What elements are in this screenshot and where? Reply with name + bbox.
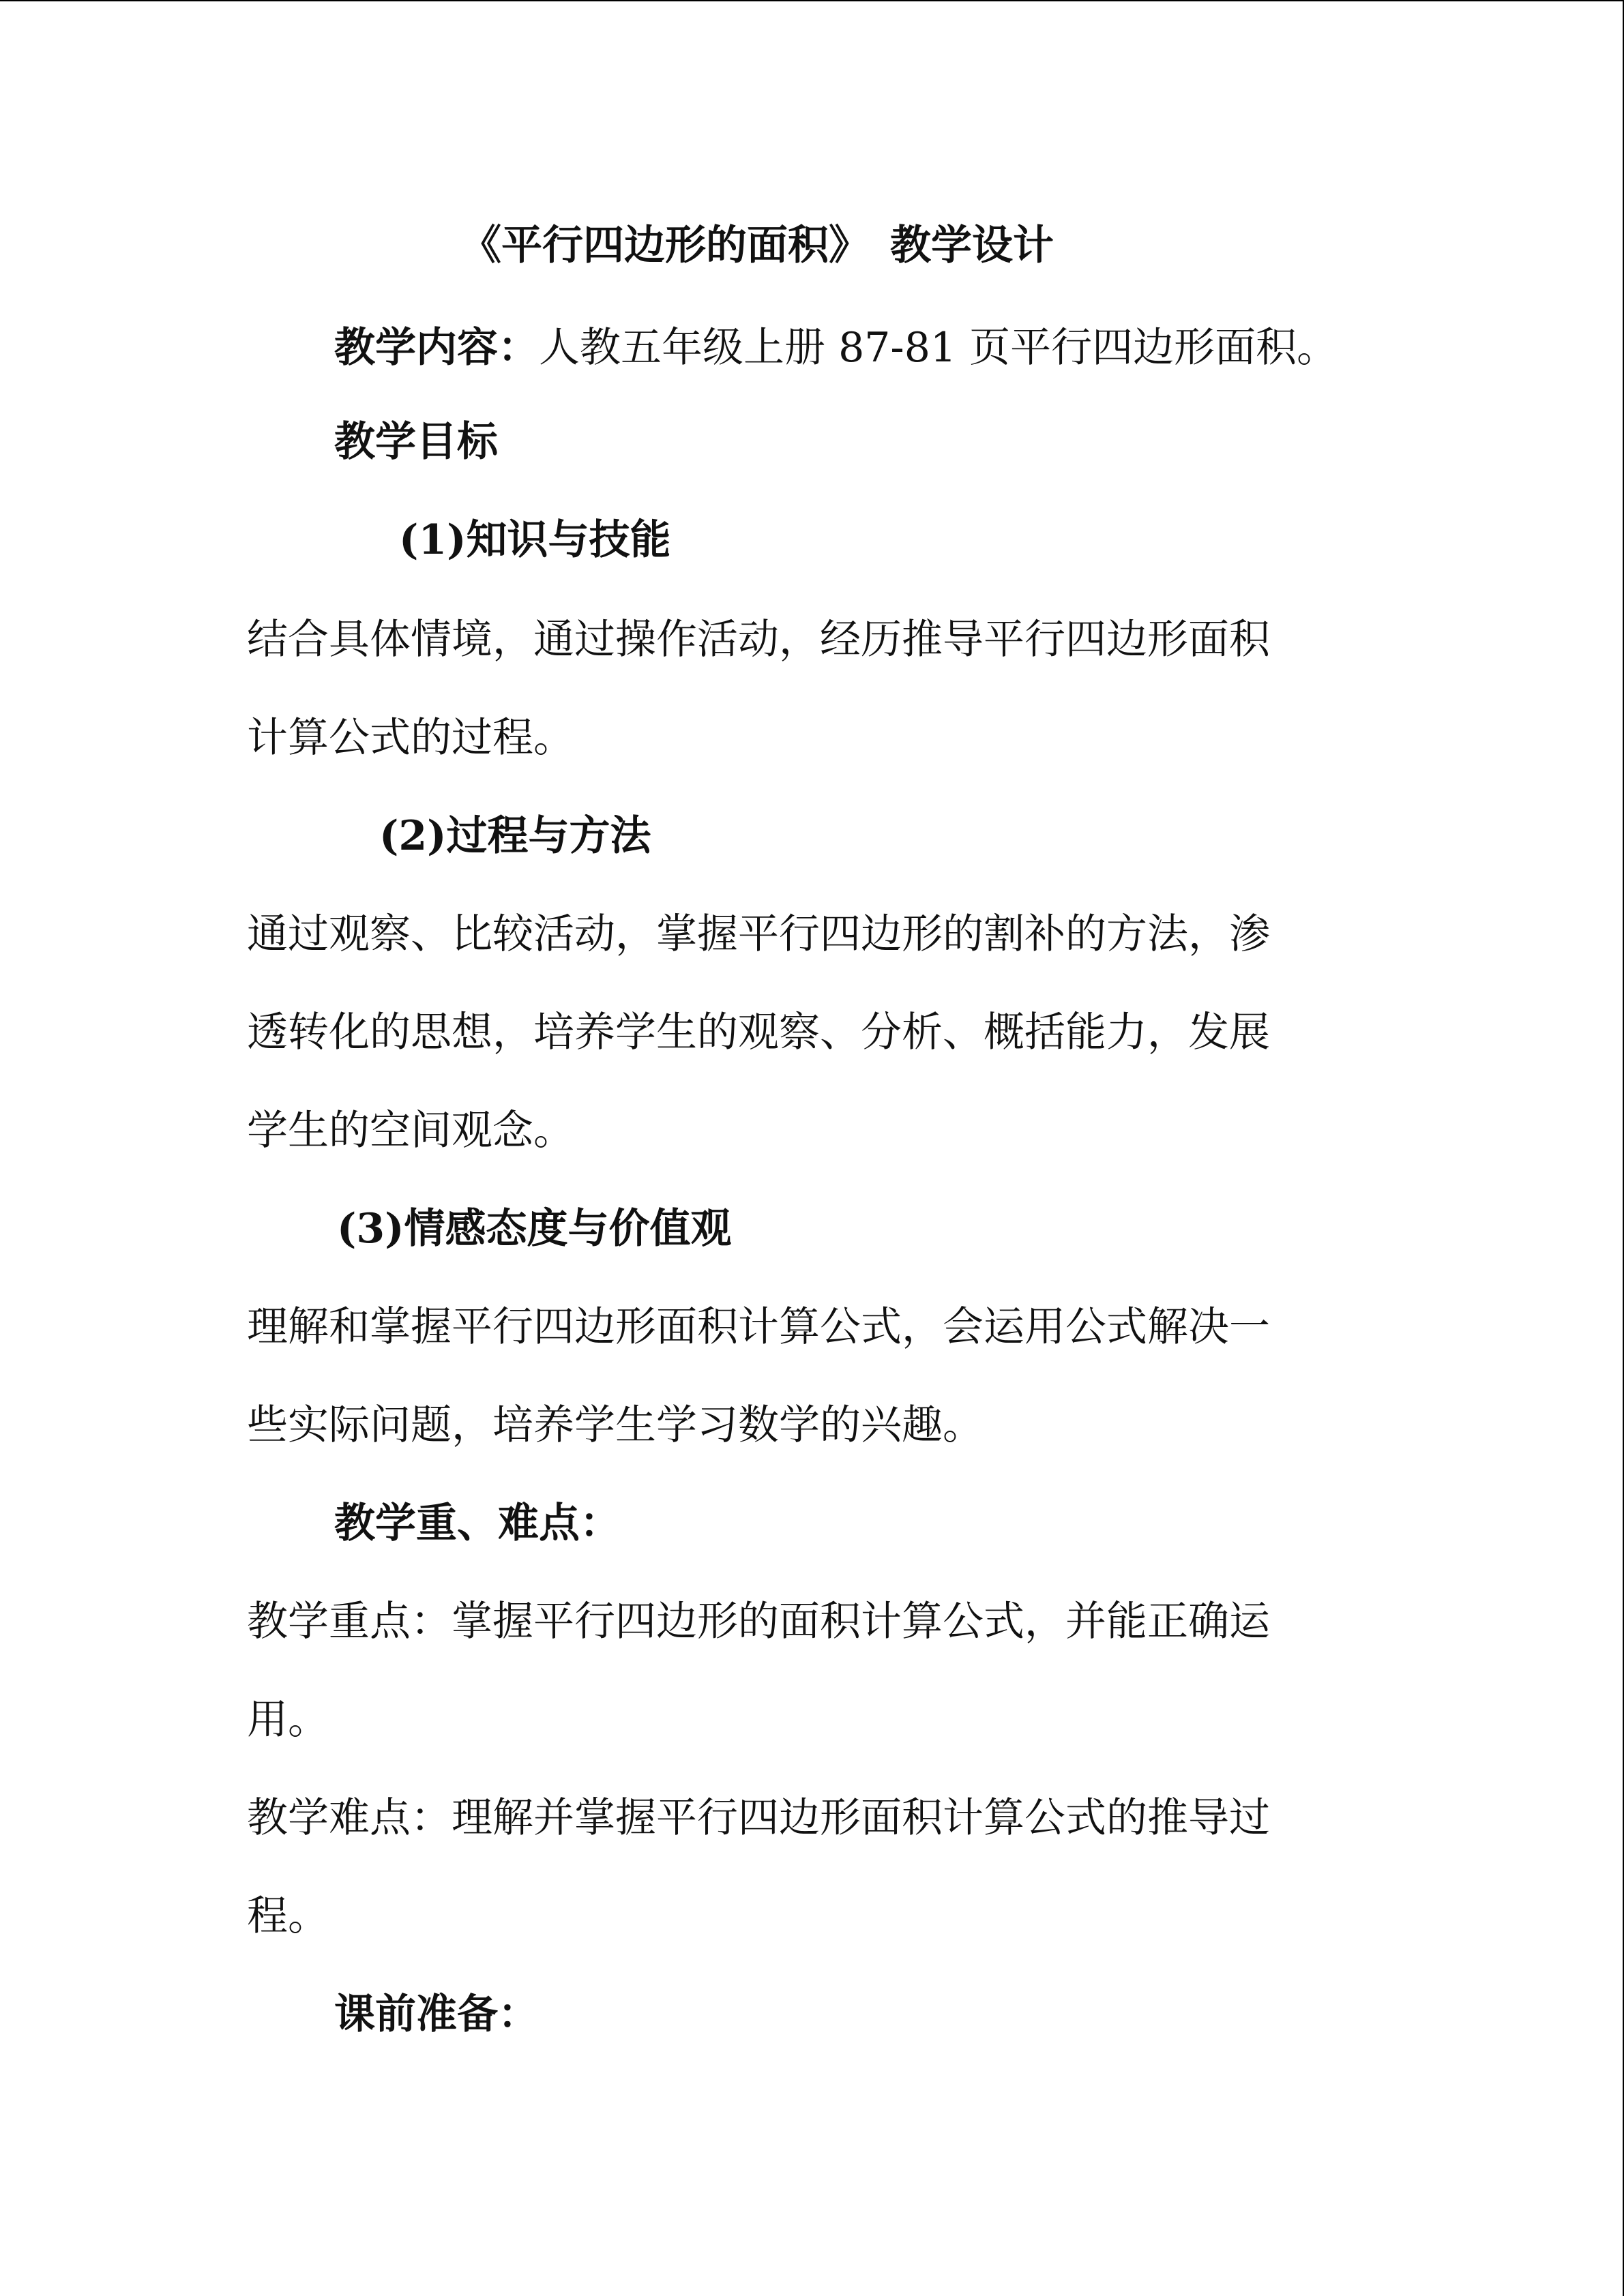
process-method-heading: (2)过程与方法: [379, 812, 651, 860]
teaching-content: [334, 320, 1338, 375]
document-title: 《平行四边形的面积》 教学设计: [460, 222, 1054, 269]
attitude-values-text-1: 理解和掌握平行四边形面积计算公式，会运用公式解决一: [247, 1303, 1270, 1351]
knowledge-skills-text-1: 结合具体情境，通过操作活动，经历推导平行四边形面积: [247, 616, 1270, 664]
knowledge-skills-heading: (1)知识与技能: [399, 516, 671, 564]
attitude-values-text-2: 些实际问题，培养学生学习数学的兴趣。: [247, 1401, 984, 1449]
process-method-text-1: 通过观察、比较活动，掌握平行四边形的割补的方法，渗: [247, 910, 1270, 958]
objectives-heading: 教学目标: [334, 418, 498, 466]
teaching-content-text: 人教五年级上册 87-81 页平行四边形面积。: [539, 324, 1338, 372]
key-point-text-1: 教学重点：掌握平行四边形的面积计算公式，并能正确运: [247, 1598, 1270, 1645]
process-method-text-3: 学生的空间观念。: [247, 1107, 574, 1154]
key-points-heading: 教学重、难点：: [334, 1500, 621, 1547]
attitude-values-heading: (3)情感态度与价值观: [337, 1205, 732, 1253]
teaching-content-label: 教学内容：: [334, 324, 539, 372]
key-point-text-2: 用。: [247, 1696, 329, 1744]
difficulty-text-1: 教学难点：理解并掌握平行四边形面积计算公式的推导过: [247, 1794, 1270, 1842]
process-method-text-2: 透转化的思想，培养学生的观察、分析、概括能力，发展: [247, 1009, 1270, 1056]
preparation-heading: 课前准备：: [334, 1991, 539, 2038]
knowledge-skills-text-2: 计算公式的过程。: [247, 714, 574, 762]
difficulty-text-2: 程。: [247, 1892, 329, 1940]
